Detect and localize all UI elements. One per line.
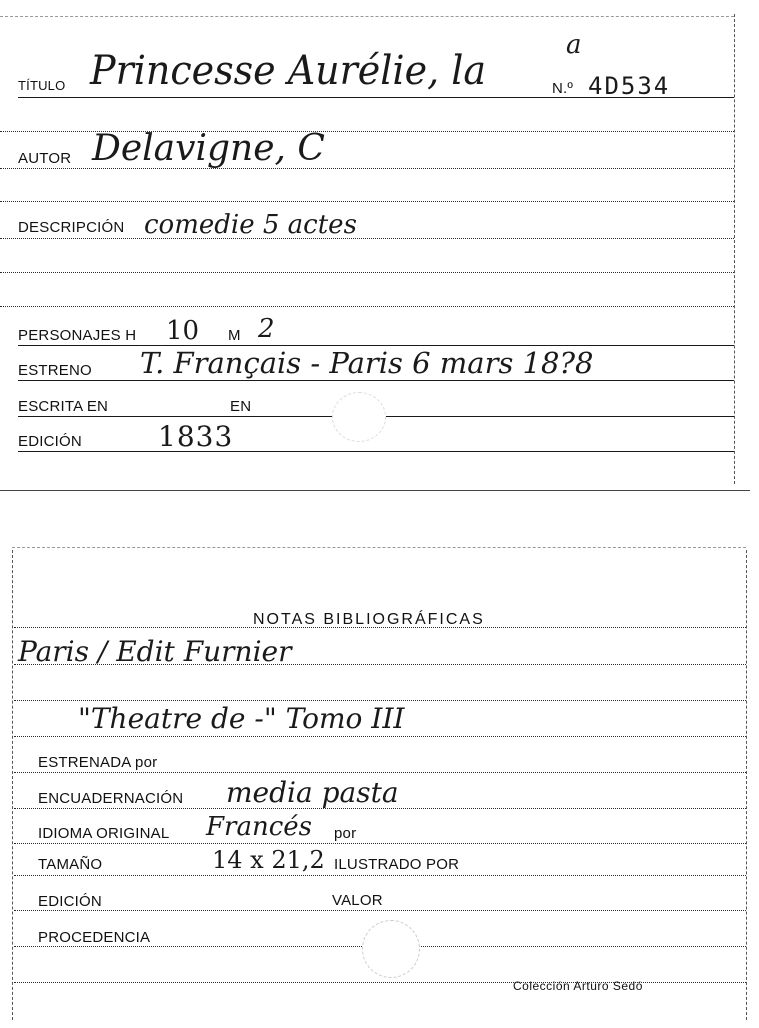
valor-label: VALOR <box>332 892 383 909</box>
descripcion-label: DESCRIPCIÓN <box>18 219 125 236</box>
card2-right-border <box>746 550 747 1020</box>
personajes-label: PERSONAJES H <box>18 327 137 344</box>
note-collection: "Theatre de -" Tomo III <box>78 702 405 735</box>
edicion-line <box>18 451 734 452</box>
tamano-label: TAMAÑO <box>38 856 103 873</box>
note-publisher: Paris / Edit Furnier <box>18 635 292 668</box>
card2-top-edge <box>12 547 746 548</box>
rule-idioma <box>14 843 746 844</box>
catalog-card-bottom <box>0 540 759 1028</box>
numero-label: N.º <box>552 80 574 97</box>
card2-left-border <box>12 550 13 1020</box>
descripcion-value: comedie 5 actes <box>144 210 357 240</box>
rule-4 <box>0 306 734 307</box>
estreno-label: ESTRENO <box>18 362 92 379</box>
escrita-label: ESCRITA EN <box>18 398 109 415</box>
edicion2-label: EDICIÓN <box>38 893 102 910</box>
encuadernacion-label: ENCUADERNACIÓN <box>38 790 184 807</box>
edicion-label: EDICIÓN <box>18 433 82 450</box>
ilustrado-label: ILUSTRADO POR <box>334 856 460 873</box>
autor-label: AUTOR <box>18 150 72 167</box>
coleccion-stamp: Colección Arturo Sedó <box>513 979 643 993</box>
rule-tamano <box>14 875 746 876</box>
rule-estrenada <box>14 772 746 773</box>
rule-edicion <box>14 910 746 911</box>
personajes-m-label: M <box>228 327 241 344</box>
numero-mark: a <box>566 30 582 60</box>
rule-note1 <box>14 664 746 665</box>
notas-heading: NOTAS BIBLIOGRÁFICAS <box>253 611 485 628</box>
procedencia-label: PROCEDENCIA <box>38 929 151 946</box>
rule-2 <box>0 201 734 202</box>
estreno-line <box>18 380 734 381</box>
personajes-m-value: 2 <box>258 314 275 344</box>
numero-value: 4D534 <box>588 72 671 100</box>
rule-3 <box>0 272 734 273</box>
titulo-value: Princesse Aurélie, la <box>90 48 487 94</box>
rule-note1b <box>14 700 746 701</box>
card1-right-border <box>734 14 735 484</box>
idioma-por-label: por <box>334 825 357 842</box>
idioma-label: IDIOMA ORIGINAL <box>38 825 170 842</box>
autor-line <box>0 168 734 169</box>
rule-encuadernacion <box>14 808 746 809</box>
personajes-h-value: 10 <box>166 316 200 346</box>
edicion-value: 1833 <box>158 420 234 453</box>
rule-heading <box>14 627 746 628</box>
estreno-value: T. Français - Paris 6 mars 18?8 <box>140 346 594 380</box>
descripcion-line <box>0 238 734 239</box>
estrenada-label: ESTRENADA por <box>38 754 158 771</box>
titulo-line <box>18 97 734 98</box>
card1-top-edge <box>0 16 734 17</box>
idioma-value: Francés <box>206 812 313 842</box>
autor-value: Delavigne, C <box>92 128 325 169</box>
rule-note2 <box>14 736 746 737</box>
card1-bottom-edge <box>0 490 750 491</box>
paper-blot-2 <box>362 920 420 978</box>
tamano-value: 14 x 21,2 <box>212 846 325 874</box>
paper-blot <box>332 392 386 442</box>
titulo-label: TÍTULO <box>18 78 66 93</box>
escrita-en2-label: EN <box>230 398 252 415</box>
encuadernacion-value: media pasta <box>226 776 399 809</box>
catalog-card-top <box>0 0 759 495</box>
